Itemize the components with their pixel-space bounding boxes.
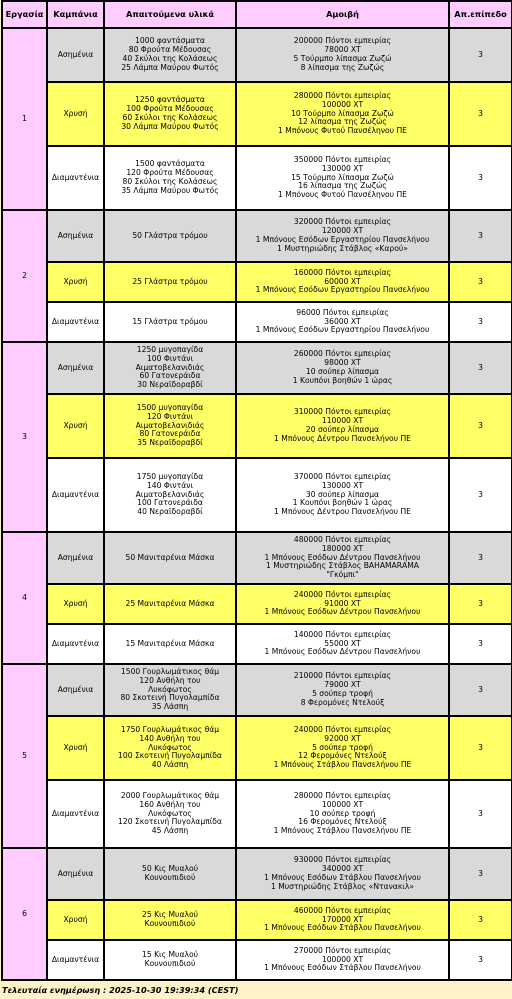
campaign-tier: Ασημένια: [47, 28, 104, 82]
materials-cell: [104, 664, 236, 716]
campaign-tier: Χρυσή: [47, 262, 104, 302]
table-row: [2, 624, 512, 664]
reward-line: 1 Μπόνους Εσόδων Εργαστηρίου Πανσελήνου: [255, 235, 430, 244]
material-line: 1250 φαντάσματα: [135, 95, 205, 105]
material-line: Κουνουπιδιού: [144, 919, 196, 928]
material-line: 1250 μυγοπαγίδα: [136, 344, 204, 354]
reward-line: 96000 Πόντοι εμπειρίας: [296, 307, 389, 317]
reward-line: 5 σούπερ τροφή: [312, 742, 373, 752]
reward-line: 340000 ΧΤ: [321, 864, 364, 874]
material-line: 30 Λάμπα Μαύρου Φωτός: [121, 121, 219, 131]
reward-line: 1 Μπόνους Εσόδων Εργαστηρίου Πανσελήνου: [255, 325, 430, 335]
reward-line: 16 Φερομόνες Ντελούξ: [298, 817, 387, 827]
campaign-tier: Ασημένια: [47, 664, 104, 716]
reward-line: 170000 ΧΤ: [321, 914, 364, 924]
required-level: 3: [449, 458, 512, 532]
reward-line: 480000 Πόντοι εμπειρίας: [293, 534, 392, 544]
material-line: 120 Ανθήλη του: [139, 675, 201, 685]
reward-line: 260000 Πόντοι εμπειρίας: [293, 349, 392, 359]
reward-line: 30 σούπερ λίπασμα: [305, 489, 380, 499]
materials-cell: [104, 458, 236, 532]
reward-line: 180000 ΧΤ: [321, 543, 364, 553]
task-number: 5: [2, 664, 47, 848]
reward-cell: [236, 28, 449, 82]
material-line: Αιματοβελανιδιάς: [135, 362, 205, 372]
reward-line: 12 λίπασμα της Ζωζώς: [298, 117, 387, 127]
materials-cell: [104, 146, 236, 210]
campaign-tier: Διαμαντένια: [47, 458, 104, 532]
material-line: 25 Λάμπα Μαύρου Φωτός: [121, 62, 219, 72]
reward-cell: [236, 394, 449, 458]
reward-line: 1 Μπόνους Εσόδων Δέντρου Πανσελήνου: [264, 647, 421, 657]
material-line: 40 Νεραϊδοραβδί: [137, 507, 203, 517]
material-line: 100 Σκοτεινή Πυγολαμπίδα: [118, 751, 222, 761]
material-line: 60 Γατονεράιδα: [139, 371, 201, 381]
reward-line: 5 σούπερ τροφή: [312, 689, 373, 698]
reward-line: 36000 ΧΤ: [324, 316, 361, 326]
reward-line: 1 Μπόνους Δέντρου Πανσελήνου ΠΕ: [274, 507, 411, 517]
materials-cell: [104, 394, 236, 458]
required-level: 3: [449, 780, 512, 848]
reward-line: 8 λίπασμα της Ζωζώς: [300, 62, 385, 72]
required-level: 3: [449, 146, 512, 210]
reward-line: 15 Τούρμπο λίπασμα Ζωζώ: [291, 172, 394, 182]
reward-line: 1 Μπόνους Φυτού Πανσέληνου ΠΕ: [278, 190, 407, 200]
reward-line: 370000 Πόντοι εμπειρίας: [293, 471, 392, 481]
table-row: [2, 458, 512, 532]
material-line: 120 Φρούτα Μέδουσας: [126, 168, 214, 178]
material-line: Λυκόφωτος: [148, 684, 192, 694]
header-materials: Απαιτούμενα υλικά: [104, 1, 236, 28]
reward-line: 12 Φερομόνες Ντελούξ: [298, 751, 387, 761]
reward-line: 320000 Πόντοι εμπειρίας: [293, 217, 392, 227]
reward-line: 1 Μυστηριώδης Στάβλος «Ντανακιλ»: [270, 881, 415, 891]
reward-cell: [236, 342, 449, 394]
campaign-tier: Ασημένια: [47, 848, 104, 900]
reward-line: 55000 ΧΤ: [324, 638, 361, 648]
table-row: [2, 28, 512, 82]
materials-cell: [104, 532, 236, 584]
material-line: 35 Νεραϊδοραβδί: [137, 438, 203, 448]
reward-cell: [236, 900, 449, 940]
reward-line: 10 Τούρμπο λίπασμα Ζωζώ: [291, 108, 394, 118]
reward-cell: [236, 146, 449, 210]
reward-line: 200000 Πόντοι εμπειρίας: [293, 36, 392, 46]
reward-line: 1 Μπόνους Εσόδων Στάβλου Πανσελήνου: [264, 923, 421, 933]
material-line: 1750 μυγοπαγίδα: [136, 471, 204, 481]
required-level: 3: [449, 532, 512, 584]
required-level: 3: [449, 210, 512, 262]
reward-line: 210000 Πόντοι εμπειρίας: [293, 671, 392, 681]
material-line: 50 Μανιταρένια Μάσκα: [125, 552, 215, 562]
reward-line: 1 Μπόνους Εσόδων Εργαστηρίου Πανσελήνου: [255, 285, 430, 295]
reward-cell: [236, 780, 449, 848]
materials-cell: [104, 262, 236, 302]
reward-line: 120000 ΧΤ: [321, 226, 364, 236]
reward-line: 280000 Πόντοι εμπειρίας: [293, 790, 392, 800]
materials-cell: [104, 848, 236, 900]
reward-line: 60000 ΧΤ: [324, 276, 361, 286]
table-row: [2, 210, 512, 262]
reward-line: 1 Μπόνους Εσόδων Στάβλου Πανσελήνου: [264, 873, 421, 882]
table-row: [2, 716, 512, 780]
campaign-tier: Ασημένια: [47, 210, 104, 262]
table-row: [2, 584, 512, 624]
reward-line: 1 Μπόνους Δέντρου Πανσελήνου ΠΕ: [274, 433, 411, 443]
header-level: Απ.επίπεδο: [449, 1, 512, 28]
reward-line: 100000 ΧΤ: [321, 99, 364, 109]
table-row: [2, 262, 512, 302]
material-line: 2000 Γουρλωμάτικος θάμ: [120, 790, 220, 800]
materials-cell: [104, 940, 236, 980]
material-line: 80 Σκοτεινή Πυγολαμπίδα: [120, 693, 220, 703]
reward-line: 1 Μπόνους Φυτού Πανσέληνου ΠΕ: [278, 126, 407, 136]
reward-line: 1 Μπόνους Εσόδων Στάβλου Πανσελήνου: [264, 963, 421, 973]
reward-cell: [236, 210, 449, 262]
materials-cell: [104, 28, 236, 82]
reward-line: 79000 ΧΤ: [324, 680, 361, 690]
material-line: 120 Σκοτεινή Πυγολαμπίδα: [118, 817, 222, 827]
campaign-table: [1, 0, 512, 981]
required-level: 3: [449, 82, 512, 146]
material-line: 1000 φαντάσματα: [135, 36, 205, 46]
reward-line: 1 Μπόνους Εσόδων Δέντρου Πανσελήνου: [264, 552, 421, 562]
campaign-tier: Διαμαντένια: [47, 302, 104, 342]
reward-line: 5 Τούρμπο λίπασμα Ζωζώ: [293, 54, 392, 63]
material-line: 45 Λάσπη: [151, 826, 189, 836]
reward-line: 1 Μυστηριώδης Στάβλος «Καρού»: [277, 243, 408, 253]
reward-line: 10 σούπερ τροφή: [309, 808, 376, 818]
reward-line: 16 λίπασμα της Ζωζώς: [298, 181, 387, 191]
material-line: 25 Κις Μυαλού: [142, 910, 198, 920]
reward-cell: [236, 262, 449, 302]
reward-line: 160000 Πόντοι εμπειρίας: [293, 267, 392, 277]
table-row: [2, 940, 512, 980]
reward-cell: [236, 664, 449, 716]
reward-line: 110000 ΧΤ: [321, 416, 364, 426]
material-line: Κουνουπιδιού: [144, 959, 196, 968]
material-line: 100 Φιντάνι: [146, 353, 194, 363]
materials-cell: [104, 716, 236, 780]
reward-line: "Γκόμπι": [326, 570, 359, 580]
reward-line: 270000 Πόντοι εμπειρίας: [293, 945, 392, 955]
reward-cell: [236, 940, 449, 980]
material-line: 160 Ανθήλη του: [139, 799, 201, 809]
campaign-tier: Χρυσή: [47, 584, 104, 624]
campaign-tier: Χρυσή: [47, 394, 104, 458]
campaign-tier: Ασημένια: [47, 342, 104, 394]
material-line: 35 Λάσπη: [151, 702, 189, 712]
required-level: 3: [449, 28, 512, 82]
required-level: 3: [449, 716, 512, 780]
campaign-tier: Διαμαντένια: [47, 940, 104, 980]
table-body: [2, 28, 512, 980]
reward-line: 1 Μπόνους Στάβλου Πανσελήνου ΠΕ: [273, 826, 412, 836]
reward-line: 130000 ΧΤ: [321, 480, 364, 490]
material-line: 140 Ανθήλη του: [139, 733, 201, 743]
campaign-tier: Χρυσή: [47, 716, 104, 780]
required-level: 3: [449, 848, 512, 900]
reward-line: 1 Μυστηριώδης Στάβλος ΒΑΗΑΜΑRΑΜΑ: [266, 561, 419, 571]
reward-line: 1 Μπόνους Εσόδων Δέντρου Πανσελήνου: [264, 607, 421, 617]
table-row: [2, 532, 512, 584]
material-line: 40 Λάσπη: [151, 760, 189, 770]
reward-line: 240000 Πόντοι εμπειρίας: [293, 724, 392, 734]
table-row: [2, 848, 512, 900]
material-line: 30 Νεραϊδοραβδί: [137, 380, 203, 390]
table-row: [2, 82, 512, 146]
table-row: [2, 394, 512, 458]
reward-line: 460000 Πόντοι εμπειρίας: [293, 905, 392, 915]
reward-cell: [236, 302, 449, 342]
required-level: 3: [449, 624, 512, 664]
reward-line: 98000 ΧΤ: [324, 358, 361, 368]
reward-line: 20 σούπερ λίπασμα: [305, 425, 380, 434]
material-line: Κουνουπιδιού: [144, 873, 196, 882]
reward-line: 100000 ΧΤ: [321, 954, 364, 964]
material-line: 140 Φιντάνι: [146, 480, 194, 490]
campaign-tier: Διαμαντένια: [47, 146, 104, 210]
reward-cell: [236, 82, 449, 146]
required-level: 3: [449, 664, 512, 716]
table-header-row: [2, 1, 512, 28]
reward-cell: [236, 716, 449, 780]
material-line: 15 Γλάστρα τρόμου: [132, 316, 208, 326]
materials-cell: [104, 342, 236, 394]
material-line: Λυκόφωτος: [148, 742, 192, 752]
table-row: [2, 342, 512, 394]
reward-line: 350000 Πόντοι εμπειρίας: [293, 154, 392, 164]
header-campaign: Καμπάνια: [47, 1, 104, 28]
material-line: 50 Κις Μυαλού: [142, 864, 198, 874]
required-level: 3: [449, 302, 512, 342]
materials-cell: [104, 584, 236, 624]
task-number: 1: [2, 28, 47, 210]
reward-cell: [236, 532, 449, 584]
table-row: [2, 900, 512, 940]
material-line: 35 Λάμπα Μαύρου Φωτός: [121, 185, 219, 195]
reward-cell: [236, 584, 449, 624]
material-line: Αιματοβελανιδιάς: [135, 420, 205, 430]
material-line: 60 Σκύλοι της Κολάσεως: [122, 113, 218, 122]
material-line: 80 Γατονεράιδα: [139, 429, 201, 439]
material-line: 100 Γατονεράιδα: [137, 498, 203, 508]
reward-line: 280000 Πόντοι εμπειρίας: [293, 90, 392, 100]
material-line: 80 Σκύλοι της Κολάσεως: [122, 177, 218, 186]
material-line: 25 Γλάστρα τρόμου: [132, 276, 208, 286]
materials-cell: [104, 210, 236, 262]
task-number: 6: [2, 848, 47, 980]
required-level: 3: [449, 940, 512, 980]
material-line: 100 Φρούτα Μέδουσας: [126, 104, 214, 114]
materials-cell: [104, 82, 236, 146]
material-line: 80 Φρούτα Μέδουσας: [128, 45, 212, 55]
campaign-tier: Διαμαντένια: [47, 780, 104, 848]
reward-cell: [236, 458, 449, 532]
material-line: 1500 μυγοπαγίδα: [136, 402, 204, 412]
header-reward: Αμοιβή: [236, 1, 449, 28]
required-level: 3: [449, 262, 512, 302]
reward-line: 10 σούπερ λίπασμα: [305, 367, 380, 376]
table-row: [2, 664, 512, 716]
reward-line: 1 Κουπόνι βοηθών 1 ώρας: [292, 498, 393, 508]
materials-cell: [104, 624, 236, 664]
task-number: 2: [2, 210, 47, 342]
header-task: Εργασία: [2, 1, 47, 28]
material-line: 15 Μανιταρένια Μάσκα: [125, 638, 215, 648]
reward-cell: [236, 624, 449, 664]
reward-line: 240000 Πόντοι εμπειρίας: [293, 589, 392, 599]
materials-cell: [104, 780, 236, 848]
campaign-tier: Διαμαντένια: [47, 624, 104, 664]
reward-line: 100000 ΧΤ: [321, 799, 364, 809]
required-level: 3: [449, 584, 512, 624]
materials-cell: [104, 302, 236, 342]
reward-line: 1 Μπόνους Στάβλου Πανσελήνου ΠΕ: [273, 760, 412, 770]
reward-line: 310000 Πόντοι εμπειρίας: [293, 407, 392, 417]
material-line: 50 Γλάστρα τρόμου: [132, 230, 208, 240]
required-level: 3: [449, 394, 512, 458]
material-line: 40 Σκύλοι της Κολάσεως: [122, 54, 218, 63]
reward-line: 930000 Πόντοι εμπειρίας: [293, 855, 392, 865]
task-number: 3: [2, 342, 47, 532]
material-line: Αιματοβελανιδιάς: [135, 489, 205, 499]
campaign-tier: Χρυσή: [47, 82, 104, 146]
campaign-tier: Χρυσή: [47, 900, 104, 940]
material-line: 25 Μανιταρένια Μάσκα: [125, 598, 215, 608]
material-line: 15 Κις Μυαλού: [142, 950, 198, 960]
reward-line: 78000 ΧΤ: [324, 45, 361, 55]
reward-line: 91000 ΧΤ: [324, 598, 361, 608]
reward-line: 130000 ΧΤ: [321, 163, 364, 173]
campaign-tier: Ασημένια: [47, 532, 104, 584]
materials-cell: [104, 900, 236, 940]
reward-cell: [236, 848, 449, 900]
material-line: Λυκόφωτος: [148, 808, 192, 818]
reward-line: 1 Κουπόνι βοηθών 1 ώρας: [292, 375, 393, 385]
last-updated: Τελευταία ενημέρωsη : 2025-10-30 19:39:34 (CEST): [2, 985, 239, 995]
material-line: 120 Φιντάνι: [146, 411, 194, 421]
material-line: 1500 Γουρλωμάτικος θάμ: [120, 666, 220, 676]
material-line: 1500 φαντάσματα: [135, 159, 205, 169]
material-line: 1750 Γουρλωμάτικος θάμ: [120, 724, 220, 734]
reward-line: 140000 Πόντοι εμπειρίας: [293, 629, 392, 639]
table-row: [2, 146, 512, 210]
task-number: 4: [2, 532, 47, 664]
required-level: 3: [449, 342, 512, 394]
required-level: 3: [449, 900, 512, 940]
table-row: [2, 302, 512, 342]
reward-line: 8 Φερομόνες Ντελούξ: [300, 697, 385, 707]
table-row: [2, 780, 512, 848]
reward-line: 92000 ΧΤ: [324, 733, 361, 743]
